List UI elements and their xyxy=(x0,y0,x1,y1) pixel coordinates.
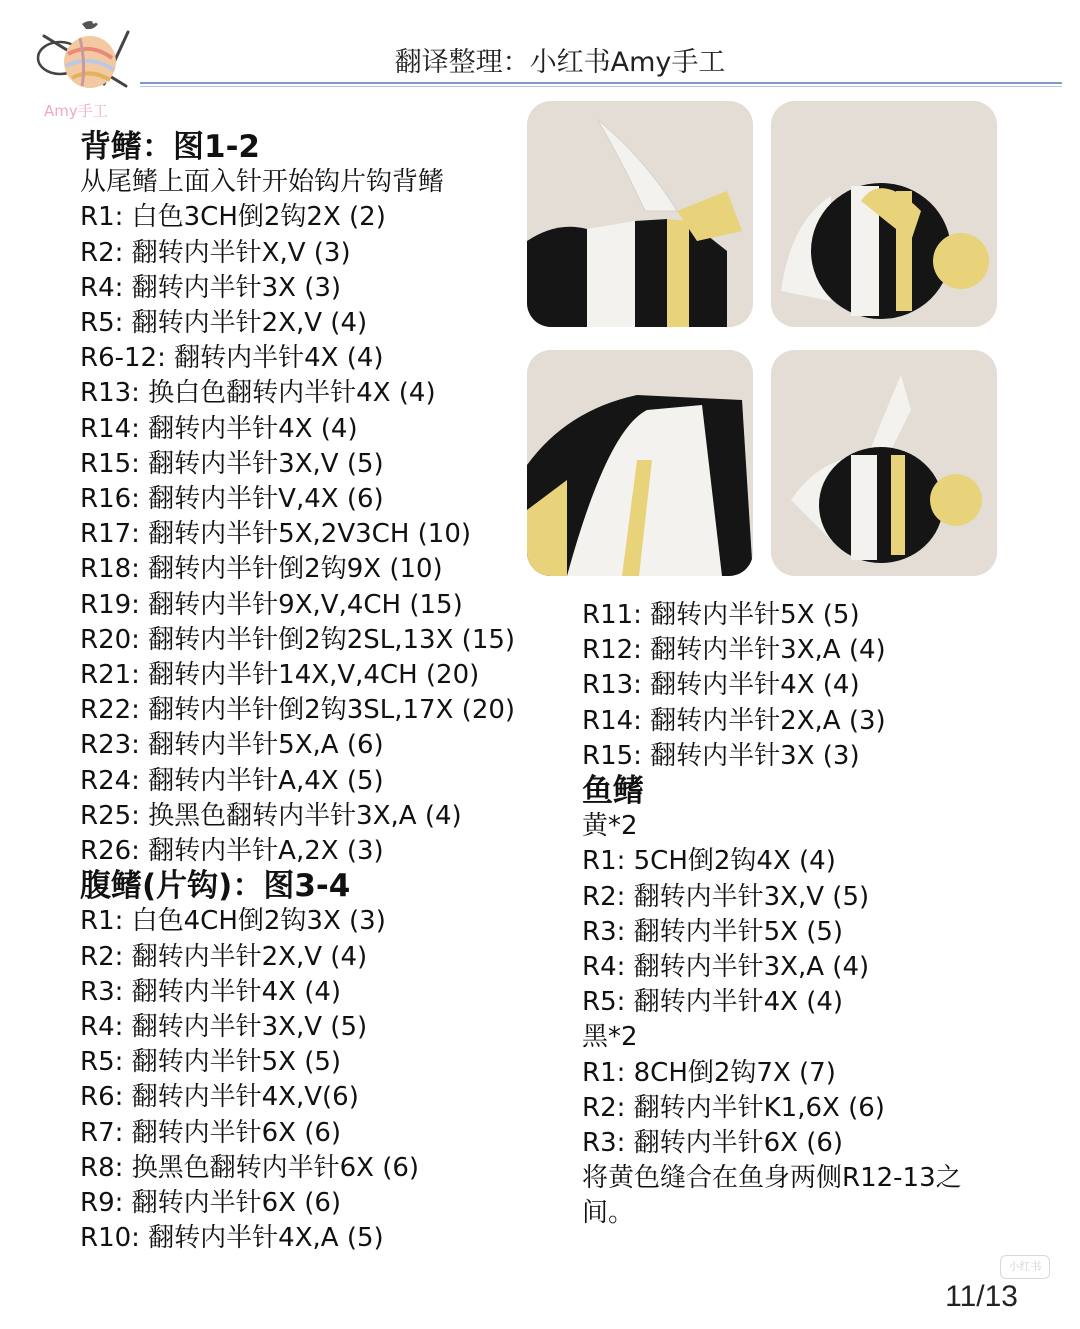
pattern-row: R14: 翻转内半针4X (4) xyxy=(80,413,358,444)
photo-2 xyxy=(771,101,997,327)
pattern-row: R2: 翻转内半针3X,V (5) xyxy=(582,881,870,912)
left-column xyxy=(80,130,550,1257)
pattern-row: R1: 白色3CH倒2钩2X (2) xyxy=(80,202,386,233)
pattern-row: R19: 翻转内半针9X,V,4CH (15) xyxy=(80,589,463,620)
header-divider xyxy=(140,82,1062,84)
section-heading-fins: 鱼鳍 xyxy=(582,773,644,810)
pattern-row: R23: 翻转内半针5X,A (6) xyxy=(80,730,384,761)
page-title: 翻译整理：小红书Amy手工 xyxy=(394,47,726,78)
watermark: 小红书 xyxy=(1000,1255,1050,1279)
pattern-row: R20: 翻转内半针倒2钩2SL,13X (15) xyxy=(80,624,516,655)
pattern-row: R6: 翻转内半针4X,V(6) xyxy=(80,1082,359,1113)
pattern-row: R15: 翻转内半针3X,V (5) xyxy=(80,448,384,479)
pattern-row: R11: 翻转内半针5X (5) xyxy=(582,600,860,630)
right-column xyxy=(582,598,1002,1232)
pattern-row: R6-12: 翻转内半针4X (4) xyxy=(80,343,384,374)
page-number: 11/13 xyxy=(945,1280,1018,1313)
pattern-row: R4: 翻转内半针3X,V (5) xyxy=(80,1012,368,1043)
section-heading-dorsal-fin: 背鳍：图1-2 xyxy=(80,129,261,165)
pattern-row: R9: 翻转内半针6X (6) xyxy=(80,1188,342,1219)
pattern-row: R5: 翻转内半针2X,V (4) xyxy=(80,308,368,339)
pattern-row: R26: 翻转内半针A,2X (3) xyxy=(80,836,384,867)
pattern-row: R4: 翻转内半针3X,A (4) xyxy=(582,952,870,983)
color-label-black: 黑*2 xyxy=(582,1022,638,1053)
pattern-row: R3: 翻转内半针5X (5) xyxy=(582,916,844,947)
pattern-row: R8: 换黑色翻转内半针6X (6) xyxy=(80,1152,420,1183)
assembly-note: 将黄色缝合在鱼身两侧R12-13之间。 xyxy=(582,1163,962,1229)
pattern-row: R22: 翻转内半针倒2钩3SL,17X (20) xyxy=(80,695,516,726)
photo-1 xyxy=(527,101,753,327)
header-divider-thin xyxy=(140,86,1062,87)
section-intro: 从尾鳍上面入针开始钩片钩背鳍 xyxy=(80,167,445,198)
pattern-row: R3: 翻转内半针6X (6) xyxy=(582,1128,844,1159)
pattern-row: R10: 翻转内半针4X,A (5) xyxy=(80,1223,384,1254)
pattern-row: R7: 翻转内半针6X (6) xyxy=(80,1117,342,1148)
pattern-row: R21: 翻转内半针14X,V,4CH (20) xyxy=(80,660,480,691)
pattern-row: R2: 翻转内半针K1,6X (6) xyxy=(582,1092,885,1123)
pattern-row: R14: 翻转内半针2X,A (3) xyxy=(582,705,886,736)
pattern-row: R1: 8CH倒2钩7X (7) xyxy=(582,1057,836,1088)
pattern-row: R5: 翻转内半针5X (5) xyxy=(80,1047,342,1078)
pattern-row: R13: 翻转内半针4X (4) xyxy=(582,670,860,701)
pattern-row: R13: 换白色翻转内半针4X (4) xyxy=(80,378,436,409)
pattern-row: R4: 翻转内半针3X (3) xyxy=(80,272,342,303)
logo-text: Amy手工 xyxy=(44,102,108,120)
photo-4 xyxy=(771,350,997,576)
pattern-row: R17: 翻转内半针5X,2V3CH (10) xyxy=(80,519,472,550)
pattern-row: R5: 翻转内半针4X (4) xyxy=(582,987,844,1018)
pattern-row: R1: 5CH倒2钩4X (4) xyxy=(582,846,836,877)
yarn-ball-icon xyxy=(30,14,140,124)
section-heading-pelvic-fin: 腹鳍(片钩)：图3-4 xyxy=(80,868,351,905)
pattern-row: R2: 翻转内半针2X,V (4) xyxy=(80,941,368,972)
pattern-row: R16: 翻转内半针V,4X (6) xyxy=(80,484,384,515)
pattern-row: R24: 翻转内半针A,4X (5) xyxy=(80,765,384,796)
photo-3 xyxy=(527,350,753,576)
pattern-row: R3: 翻转内半针4X (4) xyxy=(80,976,342,1007)
pattern-row: R1: 白色4CH倒2钩3X (3) xyxy=(80,906,386,937)
pattern-row: R15: 翻转内半针3X (3) xyxy=(582,740,860,771)
pattern-row: R2: 翻转内半针X,V (3) xyxy=(80,237,351,268)
pattern-row: R18: 翻转内半针倒2钩9X (10) xyxy=(80,554,443,585)
logo xyxy=(30,14,140,124)
color-label-yellow: 黄*2 xyxy=(582,811,638,842)
pattern-row: R25: 换黑色翻转内半针3X,A (4) xyxy=(80,800,462,831)
pattern-row: R12: 翻转内半针3X,A (4) xyxy=(582,635,886,666)
